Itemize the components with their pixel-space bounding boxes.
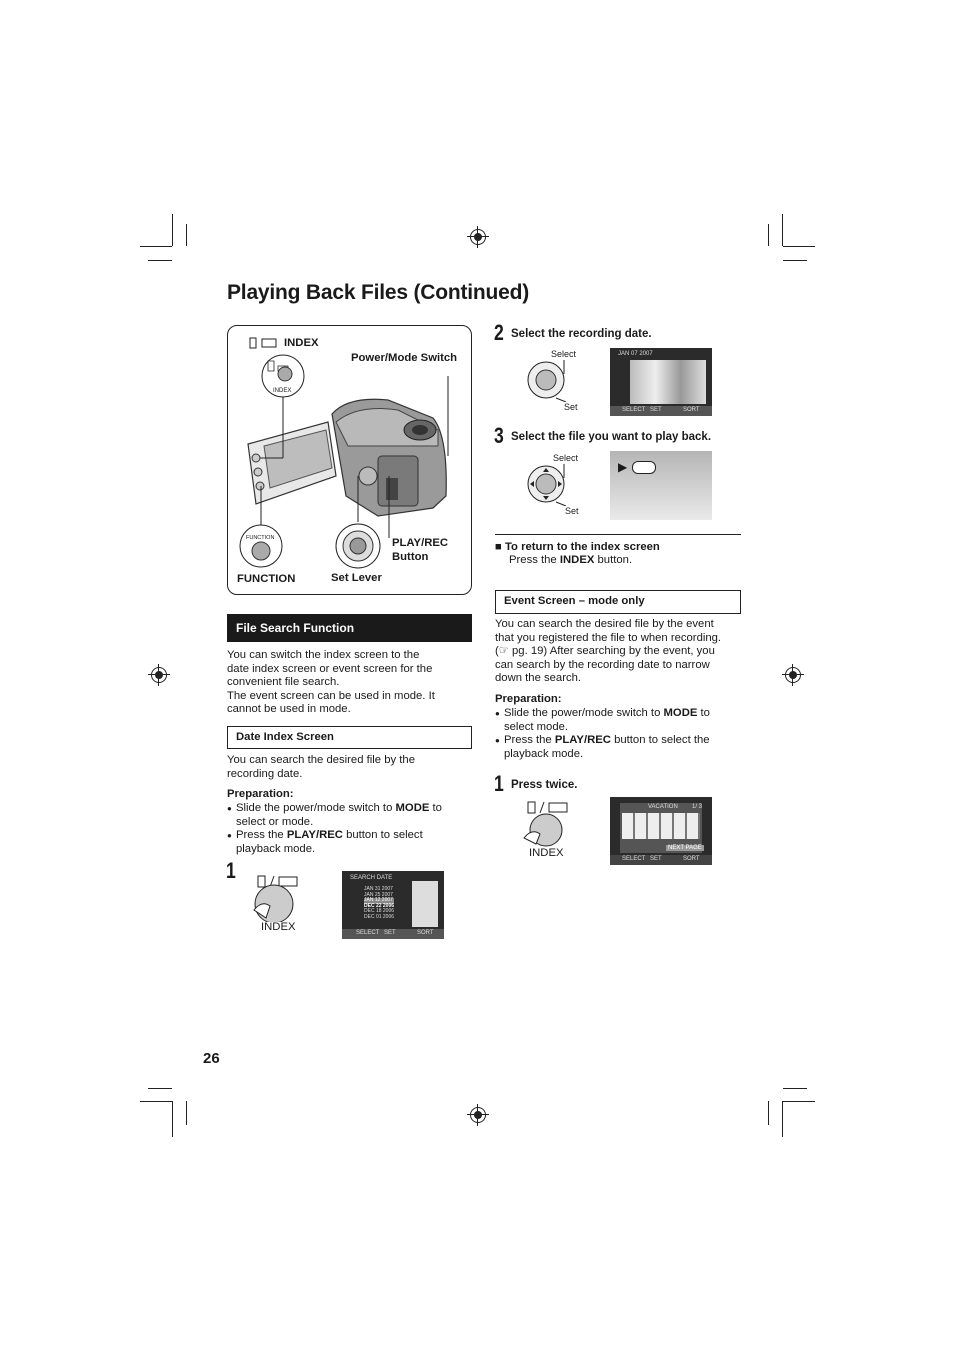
registration-mark-right [785,667,801,683]
set-lever-label: Set Lever [331,572,382,584]
step3-text: Select the file you want to play back. [511,431,712,443]
step2-number: 2 [494,320,504,345]
step2-set-lever-icon [526,358,570,402]
registration-mark-bottom [470,1107,486,1123]
date-index-desc: You can search the desired file by the recording date. [227,754,415,780]
date-step1-number: 1 [226,858,236,883]
play-rec-label: PLAY/REC [392,537,449,549]
play-rec-button-label: Button [392,551,429,563]
playback-screen [610,451,712,520]
camcorder-illustration [228,326,471,594]
list-item: ● Slide the power/mode switch to MODE to select mode. [495,707,745,734]
step3-set-lever-icon [526,462,570,506]
step2-select-label: Select [551,349,577,359]
date-index-bullets [227,802,472,856]
camera-mode-icon: ▶ [618,460,628,474]
event-step1-number: 1 [494,771,504,796]
page-number: 26 [203,1050,220,1067]
return-index-line: Press the INDEX button. [509,554,633,566]
date-thumbnails-screen: JAN 07 2007 SELECT SET SORT [610,348,712,416]
event-prep-label: Preparation: [495,693,562,705]
step2-set-label: Set [564,402,578,412]
event-step1-index-label: INDEX [529,847,564,859]
step3-number: 3 [494,423,504,448]
registration-mark-top [470,229,486,245]
registration-mark-left [151,667,167,683]
function-label: FUNCTION [237,573,296,585]
function-small-label: FUNCTION [246,535,275,541]
date-index-prep-label: Preparation: [227,788,294,800]
list-item: ● Press the PLAY/REC button to select the playback mode. [495,734,745,761]
page-title: Playing Back Files (Continued) [227,281,530,304]
power-switch-label: Power/Mode Switch [351,352,458,364]
index-button-press-icon [518,798,570,848]
list-item: ● Press the PLAY/REC button to select playback mode. [227,829,472,856]
event-step1-text: Press twice. [511,779,578,791]
event-screen-header: Event Screen – mode only [495,590,741,614]
step3-set-label: Set [565,506,579,516]
list-item: ● Slide the power/mode switch to MODE to select or mode. [227,802,472,829]
date-index-header: Date Index Screen [227,726,472,749]
step3-select-label: Select [553,453,579,463]
camera-diagram [227,325,472,595]
search-date-screen: SEARCH DATE JAN 31 2007 JAN 25 2007 JAN 12 2007 DEC 22 2006 DEC 18 2006 DEC 01 2006 SELECT SET SORT [342,871,444,939]
square-bullet-icon: ■ [495,541,505,553]
file-search-intro: You can switch the index screen to the date index screen or event screen for the convenient file search. The event screen can be used in mode. It cannot be used in mode. [227,649,435,716]
event-screen-preview: VACATION 1/ 3 NEXT PAGE SELECT SET SORT [610,797,712,865]
event-bullets [495,707,745,761]
file-search-header: File Search Function [227,614,472,642]
index-small-label: INDEX [273,388,292,394]
return-index-title: ■ To return to the index screen [495,541,660,553]
step2-text: Select the recording date. [511,328,652,340]
index-button-press-icon [250,872,300,922]
event-desc: You can search the desired file by the event that you registered the file to when recording. (☞ pg. 19) After searching by the event, you can search by the recording date to narrow down the search. [495,618,722,685]
date-step1-index-label: INDEX [261,921,296,933]
index-label: INDEX [284,337,319,349]
